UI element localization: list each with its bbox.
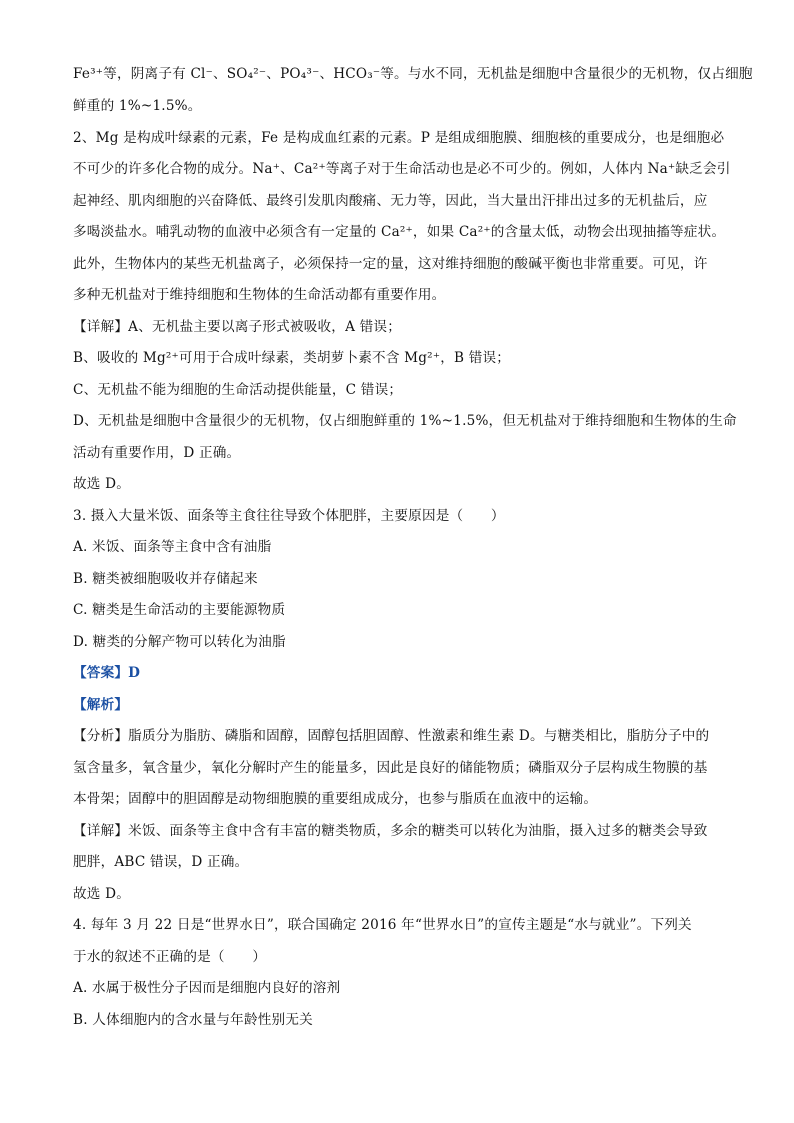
question-4: 4. 每年 3 月 22 日是“世界水日”，联合国确定 2016 年“世界水日”的宣传主题是“水与就业”。下列关 <box>73 917 692 933</box>
analysis-line: 氢含量多，氧含量少，氧化分解时产生的能量多，因此是良好的储能物质；磷脂双分子层构成生物膜的基 <box>73 760 708 776</box>
text-line: 不可少的许多化合物的成分。Na⁺、Ca²⁺等离子对于生命活动也是必不可少的。例如，人体内 Na⁺缺乏会引 <box>73 161 731 177</box>
question-3: 3. 摄入大量米饭、面条等主食往往导致个体肥胖，主要原因是（ ） <box>73 508 505 524</box>
question-4: 于水的叙述不正确的是（ ） <box>73 949 267 965</box>
text-line: 2、Mg 是构成叶绿素的元素，Fe 是构成血红素的元素。P 是组成细胞膜、细胞核的重要成分，也是细胞必 <box>73 130 725 146</box>
analysis-label: 【解析】 <box>73 697 129 713</box>
answer-choice: 故选 D。 <box>73 476 131 492</box>
option-c-explanation: C、无机盐不能为细胞的生命活动提供能量，C 错误； <box>73 382 403 398</box>
option-b-explanation: B、吸收的 Mg²⁺可用于合成叶绿素，类胡萝卜素不含 Mg²⁺，B 错误； <box>73 350 511 366</box>
answer-label: 【答案】D <box>73 665 141 681</box>
text-line: 活动有重要作用，D 正确。 <box>73 445 241 461</box>
question-3-option-c: C. 糖类是生命活动的主要能源物质 <box>73 602 286 618</box>
analysis-line: 【分析】脂质分为脂肪、磷脂和固醇，固醇包括胆固醇、性激素和维生素 D。与糖类相比，脂肪分子中的 <box>73 728 710 744</box>
answer-choice: 故选 D。 <box>73 886 131 902</box>
text-line: 起神经、肌肉细胞的兴奋降低、最终引发肌肉酸痛、无力等，因此，当大量出汗排出过多的无机盐后，应 <box>73 193 708 209</box>
question-3-option-d: D. 糖类的分解产物可以转化为油脂 <box>73 634 286 650</box>
question-3-option-b: B. 糖类被细胞吸收并存储起来 <box>73 571 258 587</box>
text-line: 此外，生物体内的某些无机盐离子，必须保持一定的量，这对维持细胞的酸碱平衡也非常重要。可见，许 <box>73 256 708 272</box>
detail-line: 肥胖，ABC 错误，D 正确。 <box>73 854 249 870</box>
text-line: 多种无机盐对于维持细胞和生物体的生命活动都有重要作用。 <box>73 287 446 303</box>
detail-line: 【详解】米饭、面条等主食中含有丰富的糖类物质，多余的糖类可以转化为油脂，摄入过多的糖类会导致 <box>73 823 708 839</box>
detail-line: 【详解】A、无机盐主要以离子形式被吸收，A 错误； <box>73 319 402 335</box>
option-d-explanation: D、无机盐是细胞中含量很少的无机物，仅占细胞鲜重的 1%~1.5%，但无机盐对于维持细胞和生物体的生命 <box>73 413 737 429</box>
question-3-option-a: A. 米饭、面条等主食中含有油脂 <box>73 539 272 555</box>
text-line: 鲜重的 1%~1.5%。 <box>73 98 202 114</box>
analysis-line: 本骨架；固醇中的胆固醇是动物细胞膜的重要组成成分，也参与脂质在血液中的运输。 <box>73 791 598 807</box>
question-4-option-b: B. 人体细胞内的含水量与年龄性别无关 <box>73 1012 313 1028</box>
text-line: 多喝淡盐水。哺乳动物的血液中必须含有一定量的 Ca²⁺，如果 Ca²⁺的含量太低，动物会出现抽搐等症状。 <box>73 224 726 240</box>
question-4-option-a: A. 水属于极性分子因而是细胞内良好的溶剂 <box>73 980 341 996</box>
text-line: Fe³⁺等，阴离子有 Cl⁻、SO₄²⁻、PO₄³⁻、HCO₃⁻等。与水不同，无机盐是细胞中含量很少的无机物，仅占细胞 <box>73 66 753 82</box>
